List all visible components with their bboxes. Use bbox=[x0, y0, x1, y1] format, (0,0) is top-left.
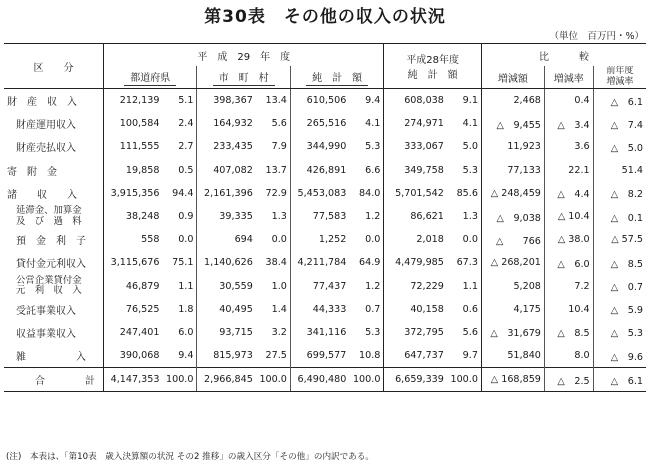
cell-muni-amount: 2,966,845 bbox=[197, 368, 256, 392]
table-row bbox=[4, 112, 646, 135]
row-label: 預 金 利 子 bbox=[16, 236, 86, 248]
cell-change-rate: △ 8.5 bbox=[544, 321, 593, 344]
cell-net-amount: 426,891 bbox=[290, 159, 349, 182]
cell-pref-amount: 3,915,356 bbox=[104, 182, 163, 205]
row-label-line: 及 び 過 料 bbox=[16, 215, 82, 227]
cell-muni-share: 1.0 bbox=[271, 280, 287, 292]
cell-h28-amount: 372,795 bbox=[384, 321, 447, 344]
cell-muni-share: 7.9 bbox=[271, 141, 287, 153]
cell-muni-amount: 93,715 bbox=[197, 321, 256, 344]
cell-change-amount: △ 168,859 bbox=[481, 368, 544, 392]
table-row bbox=[4, 228, 646, 251]
cell-pref-amount: 247,401 bbox=[104, 321, 163, 344]
cell-pref-amount: 100,584 bbox=[104, 112, 163, 135]
cell-net-share: 1.2 bbox=[365, 280, 381, 292]
cell-pref-amount: 38,248 bbox=[104, 205, 163, 228]
cell-muni-share: 1.4 bbox=[271, 303, 287, 315]
cell-h28-share: 1.1 bbox=[462, 280, 478, 292]
cell-net-share: 5.3 bbox=[365, 141, 381, 153]
row-label: 財 産 収 入 bbox=[7, 97, 77, 109]
cell-change-rate: △ 4.4 bbox=[544, 182, 593, 205]
header-municipality-label: 市 町 村 bbox=[213, 69, 275, 86]
cell-change-rate: △ 2.5 bbox=[544, 368, 593, 392]
cell-change-amount: 4,175 bbox=[481, 298, 544, 321]
cell-muni-amount: 30,559 bbox=[197, 275, 256, 298]
cell-prev-change-rate: △ 5.0 bbox=[593, 135, 646, 158]
cell-net-share: 1.2 bbox=[365, 211, 381, 223]
cell-pref-amount: 212,139 bbox=[104, 89, 163, 113]
cell-muni-share: 100.0 bbox=[256, 368, 291, 392]
cell-pref-share: 0.0 bbox=[178, 234, 194, 246]
cell-change-rate: △ 38.0 bbox=[544, 228, 593, 251]
cell-pref-share: 75.1 bbox=[172, 257, 194, 269]
cell-muni-share: 5.6 bbox=[271, 118, 287, 130]
cell-pref-share: 5.1 bbox=[178, 95, 194, 107]
cell-net-share: 6.6 bbox=[365, 164, 381, 176]
cell-pref-share: 2.7 bbox=[178, 141, 194, 153]
table-row bbox=[4, 205, 646, 228]
cell-change-amount: △ 9,038 bbox=[481, 205, 544, 228]
row-label bbox=[4, 275, 104, 298]
cell-h28-amount: 86,621 bbox=[384, 205, 447, 228]
income-table bbox=[4, 43, 646, 392]
cell-muni-amount: 815,973 bbox=[197, 344, 256, 368]
cell-change-rate: 3.6 bbox=[544, 135, 593, 158]
header-h28-sub: 純 計 額 bbox=[407, 70, 458, 81]
cell-net-amount: 6,490,480 bbox=[290, 368, 349, 392]
row-label: 貸付金元利収入 bbox=[16, 259, 86, 271]
row-label-line: 元 利 収 入 bbox=[16, 285, 82, 297]
cell-net-share: 10.8 bbox=[359, 350, 381, 362]
cell-h28-amount: 274,971 bbox=[384, 112, 447, 135]
cell-pref-share: 6.0 bbox=[178, 326, 194, 338]
cell-net-amount: 344,990 bbox=[290, 135, 349, 158]
header-prev-rate bbox=[593, 66, 646, 89]
cell-h28-amount: 333,067 bbox=[384, 135, 447, 158]
cell-h28-amount: 608,038 bbox=[384, 89, 447, 113]
cell-prev-change-rate: △ 5.9 bbox=[593, 298, 646, 321]
footnote: (注) 本表は、「第10表 歳入決算額の状況 その2 推移」の歳入区分「その他」の内訳である。 bbox=[6, 452, 375, 462]
cell-net-share: 5.3 bbox=[365, 326, 381, 338]
cell-net-amount: 341,116 bbox=[290, 321, 349, 344]
cell-h28-share: 1.3 bbox=[462, 211, 478, 223]
row-label: 受託事業収入 bbox=[16, 305, 76, 317]
cell-net-share: 100.0 bbox=[349, 368, 384, 392]
cell-net-amount: 1,252 bbox=[290, 228, 349, 251]
cell-net-share: 0.7 bbox=[365, 303, 381, 315]
row-label: 財産売払収入 bbox=[16, 143, 76, 155]
cell-pref-amount: 3,115,676 bbox=[104, 251, 163, 274]
cell-pref-share: 2.4 bbox=[178, 118, 194, 130]
cell-pref-share: 100.0 bbox=[162, 368, 197, 392]
cell-muni-share: 13.7 bbox=[265, 164, 287, 176]
cell-change-rate: 7.2 bbox=[544, 275, 593, 298]
row-label: 合 計 bbox=[4, 368, 104, 392]
cell-prev-change-rate: 51.4 bbox=[593, 159, 646, 182]
cell-pref-amount: 4,147,353 bbox=[104, 368, 163, 392]
table-row bbox=[4, 89, 646, 113]
cell-h28-amount: 4,479,985 bbox=[384, 251, 447, 274]
header-h29-group bbox=[104, 44, 384, 67]
cell-prev-change-rate: △ 0.7 bbox=[593, 275, 646, 298]
cell-prev-change-rate: △ 6.1 bbox=[593, 368, 646, 392]
cell-net-amount: 44,333 bbox=[290, 298, 349, 321]
table-row bbox=[4, 298, 646, 321]
cell-net-share: 64.9 bbox=[359, 257, 381, 269]
cell-h28-share: 0.0 bbox=[462, 234, 478, 246]
cell-h28-share: 67.3 bbox=[456, 257, 478, 269]
cell-change-rate: 8.0 bbox=[544, 344, 593, 368]
table-row bbox=[4, 159, 646, 182]
cell-pref-amount: 111,555 bbox=[104, 135, 163, 158]
table-row bbox=[4, 321, 646, 344]
cell-h28-share: 5.3 bbox=[462, 164, 478, 176]
row-label: 収益事業収入 bbox=[16, 328, 76, 340]
cell-prev-change-rate: △ 0.1 bbox=[593, 205, 646, 228]
cell-net-amount: 4,211,784 bbox=[290, 251, 349, 274]
table-row bbox=[4, 275, 646, 298]
cell-muni-amount: 164,932 bbox=[197, 112, 256, 135]
cell-muni-share: 72.9 bbox=[265, 187, 287, 199]
cell-net-amount: 77,583 bbox=[290, 205, 349, 228]
cell-h28-share: 0.6 bbox=[462, 303, 478, 315]
cell-prev-change-rate: △ 57.5 bbox=[593, 228, 646, 251]
cell-prev-change-rate: △ 8.2 bbox=[593, 182, 646, 205]
cell-muni-amount: 2,161,396 bbox=[197, 182, 256, 205]
table-row bbox=[4, 135, 646, 158]
cell-muni-share: 3.2 bbox=[271, 326, 287, 338]
cell-h28-amount: 349,758 bbox=[384, 159, 447, 182]
cell-h28-amount: 647,737 bbox=[384, 344, 447, 368]
cell-pref-amount: 19,858 bbox=[104, 159, 163, 182]
cell-h28-amount: 40,158 bbox=[384, 298, 447, 321]
cell-h28-share: 5.6 bbox=[462, 326, 478, 338]
cell-muni-amount: 694 bbox=[197, 228, 256, 251]
header-h29-label: 平 成 29 年 度 bbox=[197, 51, 291, 63]
header-comparison: 比 較 bbox=[481, 44, 646, 67]
cell-change-rate: △ 10.4 bbox=[544, 205, 593, 228]
cell-h28-amount: 72,229 bbox=[384, 275, 447, 298]
cell-net-share: 0.0 bbox=[365, 234, 381, 246]
cell-net-amount: 5,453,083 bbox=[290, 182, 349, 205]
cell-change-amount: △ 9,455 bbox=[481, 112, 544, 135]
cell-h28-share: 4.1 bbox=[462, 118, 478, 130]
cell-muni-share: 27.5 bbox=[265, 350, 287, 362]
cell-pref-share: 0.5 bbox=[178, 164, 194, 176]
header-prev-rate-line1: 前年度 bbox=[606, 66, 634, 76]
table-body bbox=[4, 89, 646, 392]
cell-net-amount: 610,506 bbox=[290, 89, 349, 113]
cell-muni-amount: 39,335 bbox=[197, 205, 256, 228]
cell-change-rate: 10.4 bbox=[544, 298, 593, 321]
header-municipality bbox=[197, 66, 290, 89]
cell-change-amount: 5,208 bbox=[481, 275, 544, 298]
cell-muni-share: 13.4 bbox=[265, 95, 287, 107]
cell-prev-change-rate: △ 8.5 bbox=[593, 251, 646, 274]
table-row bbox=[4, 251, 646, 274]
cell-pref-share: 0.9 bbox=[178, 211, 194, 223]
cell-h28-share: 5.0 bbox=[462, 141, 478, 153]
unit-label: （単位 百万円・%） bbox=[549, 31, 644, 42]
cell-change-amount: △ 268,201 bbox=[481, 251, 544, 274]
cell-net-share: 84.0 bbox=[359, 187, 381, 199]
cell-muni-amount: 233,435 bbox=[197, 135, 256, 158]
cell-prev-change-rate: △ 5.3 bbox=[593, 321, 646, 344]
row-label: 雑 入 bbox=[16, 352, 86, 364]
cell-h28-amount: 2,018 bbox=[384, 228, 447, 251]
cell-h28-share: 9.7 bbox=[462, 350, 478, 362]
table-row bbox=[4, 344, 646, 368]
cell-h28-share: 85.6 bbox=[456, 187, 478, 199]
row-label bbox=[4, 205, 104, 228]
cell-change-amount: 2,468 bbox=[481, 89, 544, 113]
cell-change-amount: △ 31,679 bbox=[481, 321, 544, 344]
cell-pref-amount: 390,068 bbox=[104, 344, 163, 368]
row-label: 財産運用収入 bbox=[16, 120, 76, 132]
cell-h28-amount: 6,659,339 bbox=[384, 368, 447, 392]
cell-pref-share: 1.8 bbox=[178, 303, 194, 315]
cell-change-amount: 11,923 bbox=[481, 135, 544, 158]
cell-prev-change-rate: △ 9.6 bbox=[593, 344, 646, 368]
cell-net-amount: 699,577 bbox=[290, 344, 349, 368]
cell-change-rate: △ 6.0 bbox=[544, 251, 593, 274]
cell-muni-share: 1.3 bbox=[271, 211, 287, 223]
cell-change-rate: 0.4 bbox=[544, 89, 593, 113]
header-change-rate: 増減率 bbox=[544, 66, 593, 89]
header-change-amount: 増減額 bbox=[481, 66, 544, 89]
row-label-stack bbox=[16, 276, 100, 297]
header-category: 区 分 bbox=[4, 44, 104, 89]
row-label: 諸 収 入 bbox=[7, 189, 77, 201]
cell-change-amount: △ 766 bbox=[481, 228, 544, 251]
cell-change-rate: 22.1 bbox=[544, 159, 593, 182]
cell-h28-amount: 5,701,542 bbox=[384, 182, 447, 205]
header-prefecture-label: 都道府県 bbox=[124, 69, 176, 86]
cell-net-amount: 265,516 bbox=[290, 112, 349, 135]
cell-change-amount: 77,133 bbox=[481, 159, 544, 182]
row-label-stack bbox=[16, 206, 100, 227]
cell-net-share: 4.1 bbox=[365, 118, 381, 130]
cell-change-amount: △ 248,459 bbox=[481, 182, 544, 205]
cell-pref-amount: 46,879 bbox=[104, 275, 163, 298]
cell-change-amount: 51,840 bbox=[481, 344, 544, 368]
cell-net-amount: 77,437 bbox=[290, 275, 349, 298]
cell-h28-share: 100.0 bbox=[447, 368, 482, 392]
table-row bbox=[4, 182, 646, 205]
cell-pref-amount: 558 bbox=[104, 228, 163, 251]
header-net-total-label: 純 計 額 bbox=[306, 69, 368, 86]
cell-pref-amount: 76,525 bbox=[104, 298, 163, 321]
cell-pref-share: 1.1 bbox=[178, 280, 194, 292]
page-title: 第30表 その他の収入の状況 bbox=[204, 7, 446, 27]
cell-muni-share: 38.4 bbox=[265, 257, 287, 269]
cell-muni-amount: 40,495 bbox=[197, 298, 256, 321]
header-prev-rate-line2: 増減率 bbox=[606, 77, 634, 87]
cell-muni-share: 0.0 bbox=[271, 234, 287, 246]
cell-muni-amount: 1,140,626 bbox=[197, 251, 256, 274]
header-h28 bbox=[384, 44, 482, 89]
cell-net-share: 9.4 bbox=[365, 95, 381, 107]
cell-pref-share: 9.4 bbox=[178, 350, 194, 362]
cell-prev-change-rate: △ 7.4 bbox=[593, 112, 646, 135]
cell-change-rate: △ 3.4 bbox=[544, 112, 593, 135]
table-row bbox=[4, 368, 646, 392]
cell-muni-amount: 407,082 bbox=[197, 159, 256, 182]
cell-pref-share: 94.4 bbox=[172, 187, 194, 199]
header-prefecture bbox=[104, 66, 197, 89]
header-net-total bbox=[290, 66, 384, 89]
cell-prev-change-rate: △ 6.1 bbox=[593, 89, 646, 113]
row-label-line: 公営企業貸付金 bbox=[16, 274, 82, 286]
row-label: 寄 附 金 bbox=[7, 166, 57, 178]
cell-muni-amount: 398,367 bbox=[197, 89, 256, 113]
header-h28-label: 平成28年度 bbox=[406, 55, 460, 66]
row-label-line: 延滞金、加算金 bbox=[16, 205, 82, 217]
cell-h28-share: 9.1 bbox=[462, 95, 478, 107]
